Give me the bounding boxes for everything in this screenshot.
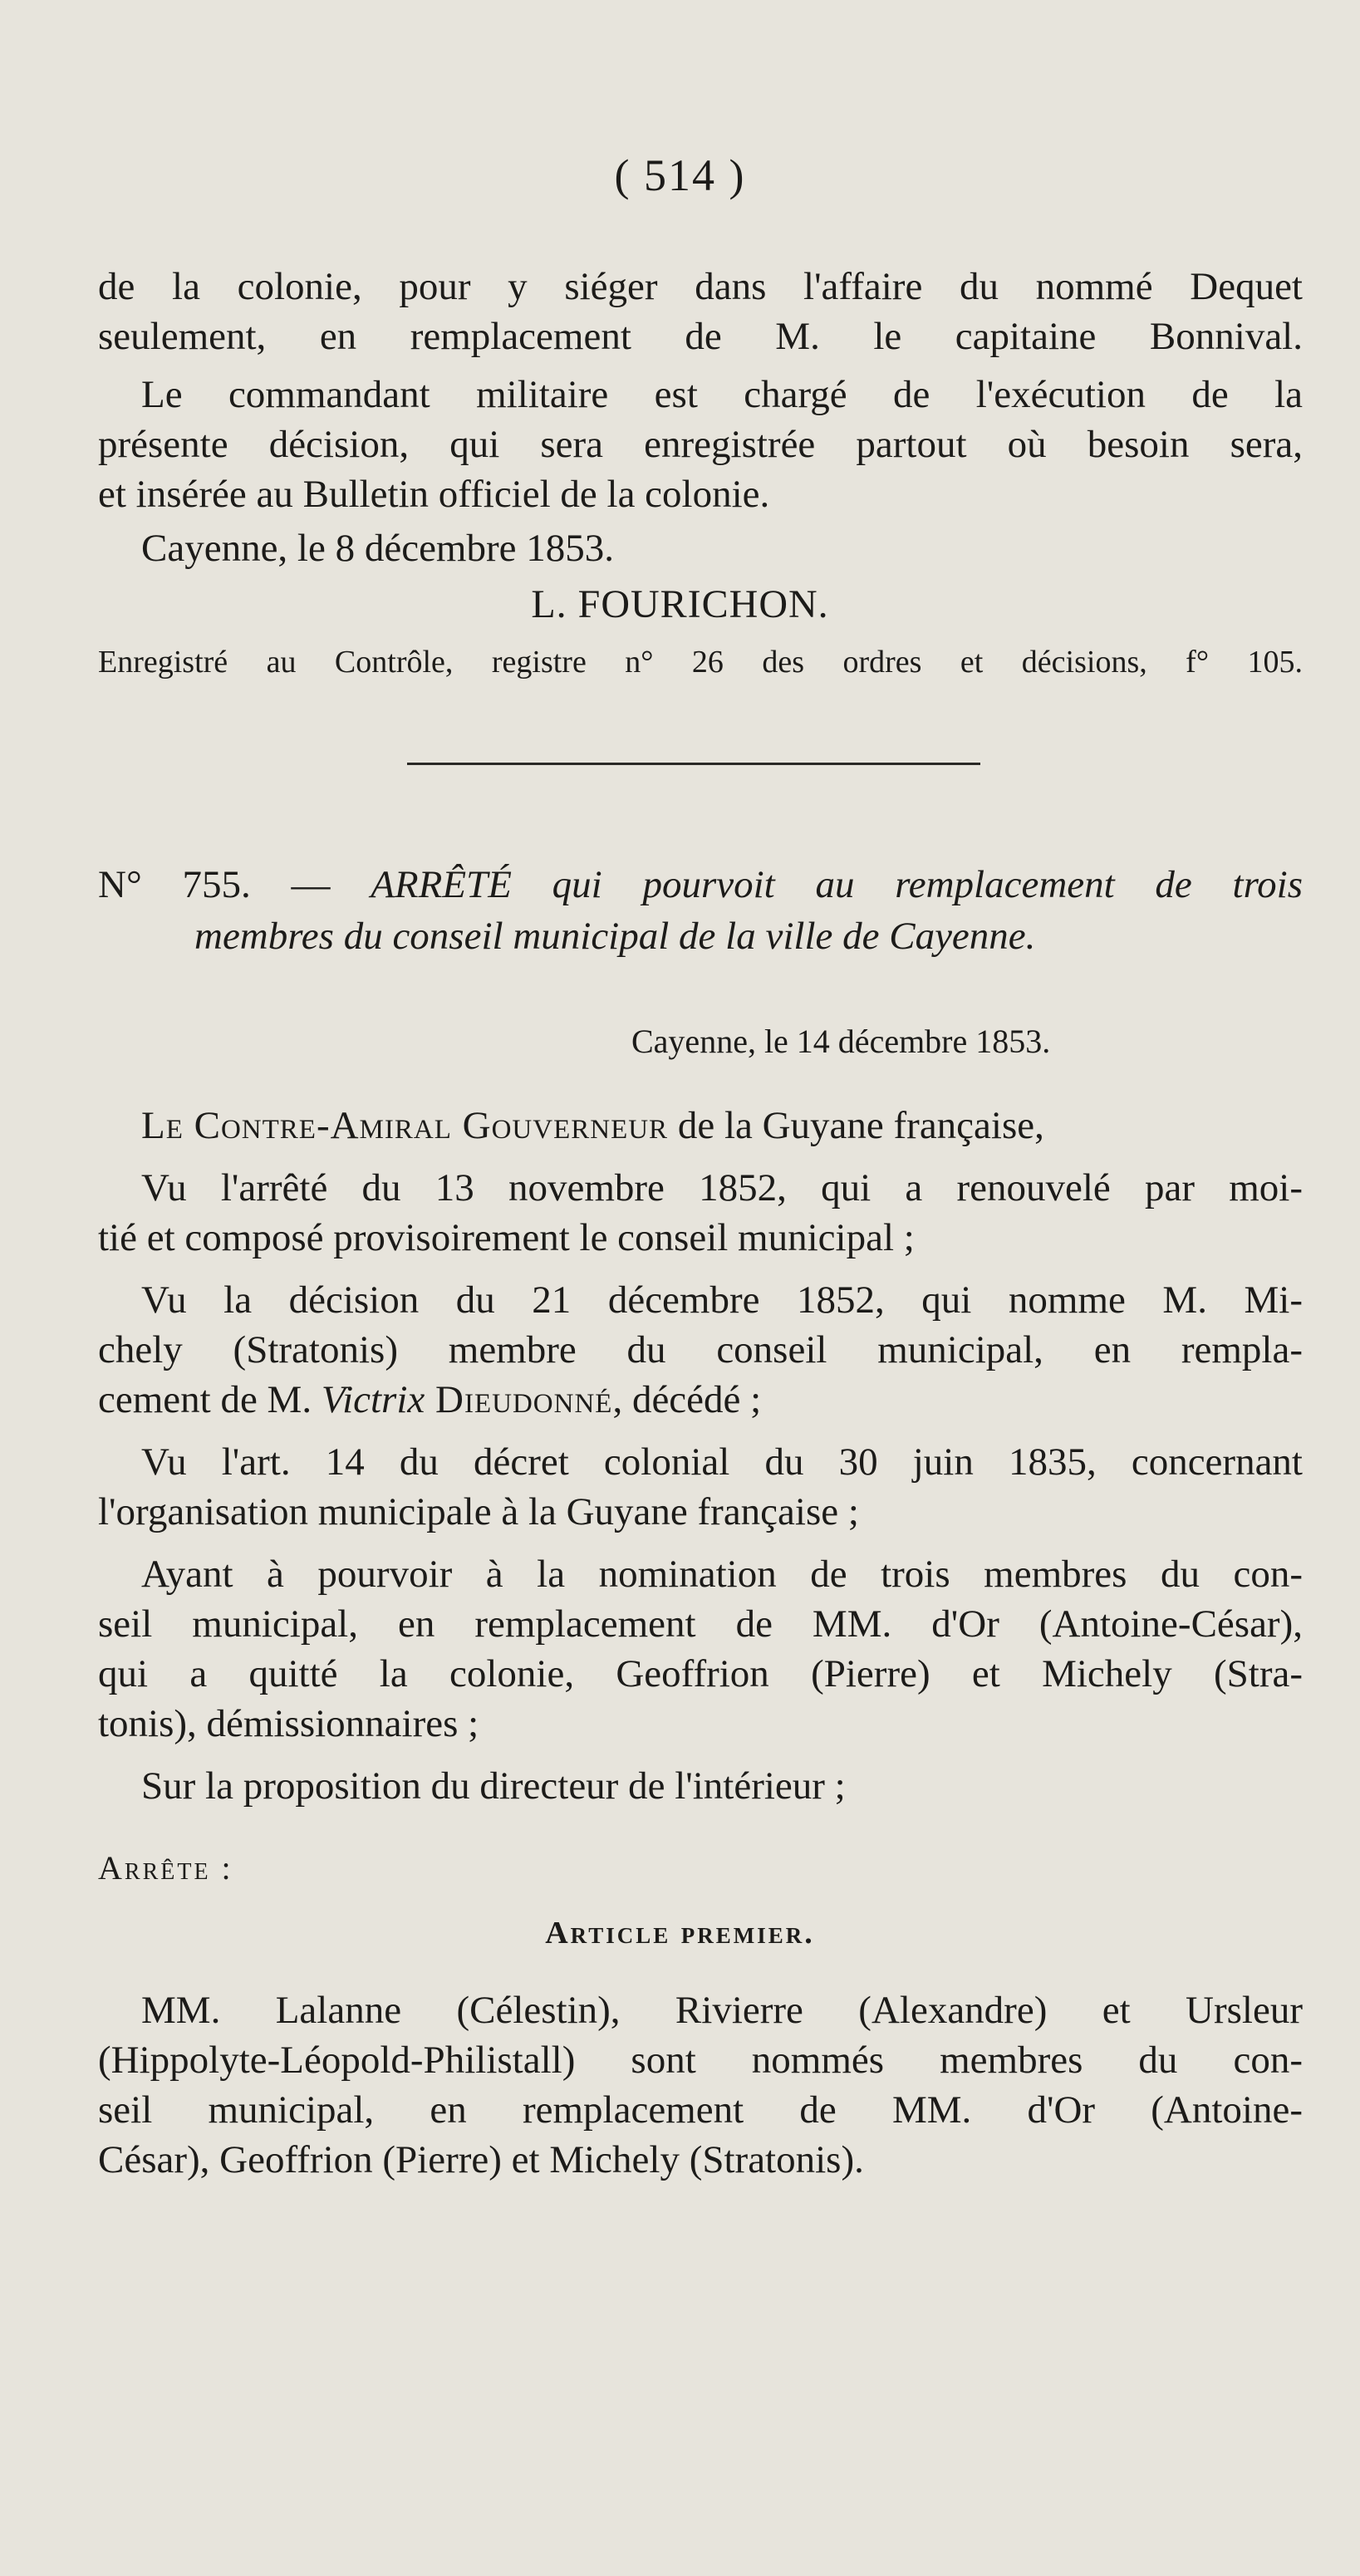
heading-line: membres du conseil municipal de la ville de Cayenne. (194, 915, 1036, 958)
text-line (141, 1101, 1303, 1151)
text-line: Vu l'arrêté du 13 novembre 1852, qui a renouvelé par moi- (141, 1166, 1303, 1209)
text-line: MM. Lalanne (Célestin), Rivierre (Alexandre) et Ursleur (141, 1989, 1303, 2032)
page-number: ( 514 ) (614, 150, 746, 200)
heading-title: ARRÊTÉ qui pourvoit au remplacement de trois (371, 863, 1303, 906)
text-span: cement de M. (98, 1378, 322, 1421)
text-line: Ayant à pourvoir à la nomination de trois membres du con- (141, 1553, 1303, 1596)
authority-rest: de la Guyane française, (668, 1104, 1044, 1147)
text-line: tié et composé provisoirement le conseil municipal ; (98, 1216, 915, 1259)
arrete-label: Arrête : (98, 1849, 233, 1887)
text-line: chely (Stratonis) membre du conseil municipal, en rempla- (98, 1328, 1303, 1371)
signature: L. FOURICHON. (531, 582, 829, 626)
text-line: seil municipal, en remplacement de MM. d'Or (Antoine-César), (98, 1602, 1303, 1646)
text-line: tonis), démissionnaires ; (98, 1702, 479, 1745)
text-line: Vu la décision du 21 décembre 1852, qui nomme M. Mi- (141, 1278, 1303, 1322)
text-line: présente décision, qui sera enregistrée partout où besoin sera, (98, 423, 1303, 466)
document-date: Cayenne, le 14 décembre 1853. (631, 1023, 1051, 1060)
text-line: l'organisation municipale à la Guyane française ; (98, 1490, 859, 1533)
text-line: Vu l'art. 14 du décret colonial du 30 juin 1835, concernant (141, 1440, 1303, 1484)
text-span: Victrix (321, 1378, 425, 1421)
text-line: qui a quitté la colonie, Geoffrion (Pierre) et Michely (Stra- (98, 1652, 1303, 1695)
text-line: Cayenne, le 8 décembre 1853. (141, 527, 615, 570)
text-line: Sur la proposition du directeur de l'intérieur ; (141, 1764, 846, 1808)
text-line: seil municipal, en remplacement de MM. d'Or (Antoine- (98, 2088, 1303, 2132)
text-line: de la colonie, pour y siéger dans l'affaire du nommé Dequet (98, 265, 1303, 308)
text-line: César), Geoffrion (Pierre) et Michely (Stratonis). (98, 2138, 864, 2181)
text-line: et insérée au Bulletin officiel de la colonie. (98, 473, 770, 516)
authority: Le Contre-Amiral Gouverneur (141, 1104, 669, 1147)
heading-line (98, 860, 1303, 910)
article-heading: Article premier. (545, 1916, 815, 1950)
text-span: , décédé ; (612, 1378, 762, 1421)
text-line: (Hippolyte-Léopold-Philistall) sont nommés membres du con- (98, 2039, 1303, 2082)
text-line: seulement, en remplacement de M. le capitaine Bonnival. (98, 315, 1303, 358)
text-line (98, 1375, 1303, 1425)
text-span: Dieudonné (425, 1378, 613, 1421)
separator-rule (407, 763, 980, 765)
registration-note: Enregistré au Contrôle, registre n° 26 des ordres et décisions, f° 105. (98, 645, 1303, 680)
heading-number: N° 755. — (98, 863, 371, 906)
text-line: Le commandant militaire est chargé de l'exécution de la (141, 373, 1303, 416)
